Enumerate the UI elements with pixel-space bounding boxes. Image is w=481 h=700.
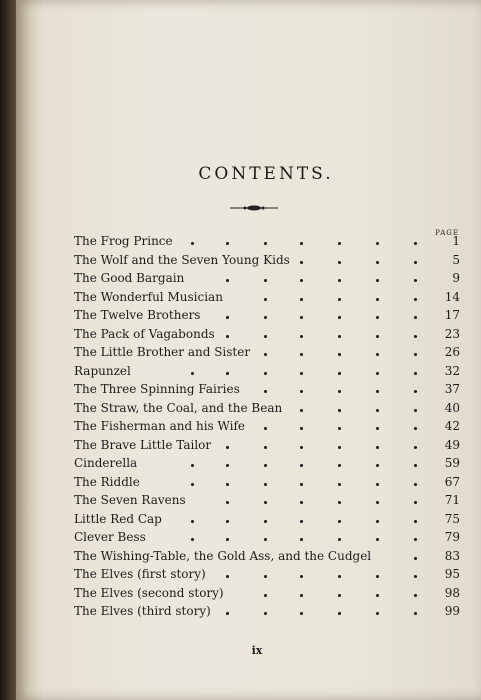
leader-dot — [376, 575, 379, 578]
leader-dot — [300, 427, 303, 430]
toc-entry-title: Cinderella — [74, 456, 138, 470]
toc-entry-title: The Straw, the Coal, and the Bean — [74, 400, 283, 415]
leader-dot — [226, 483, 229, 486]
leader-dot — [338, 353, 341, 356]
toc-entry — [74, 288, 460, 307]
leader-dot — [264, 446, 267, 449]
toc-entry — [74, 306, 460, 325]
toc-entry — [74, 510, 460, 529]
leader-dot — [376, 353, 379, 356]
leader-dot — [300, 538, 303, 541]
toc-entry-page: 79 — [444, 530, 460, 544]
leader-dot — [338, 483, 341, 486]
ornament-divider — [228, 204, 280, 212]
leader-dot — [338, 298, 341, 301]
leader-dot — [414, 557, 417, 560]
book-page — [16, 0, 481, 700]
page-title: CONTENTS. — [198, 164, 334, 184]
toc-entry-page: 5 — [452, 252, 460, 267]
leader-dot — [414, 446, 417, 449]
leader-dot — [264, 538, 267, 541]
leader-dot — [264, 612, 267, 615]
toc-entry-page: 98 — [444, 585, 460, 600]
leader-dot — [414, 427, 417, 430]
toc-entry — [74, 362, 460, 381]
leader-dot — [264, 390, 267, 393]
leader-dot — [300, 520, 303, 523]
leader-dot — [226, 446, 229, 449]
toc-entry — [74, 269, 460, 288]
leader-dot — [226, 575, 229, 578]
leader-dot — [338, 261, 341, 264]
leader-dot — [376, 409, 379, 412]
leader-dot — [300, 316, 303, 319]
leader-dot — [264, 464, 267, 467]
leader-dot — [264, 279, 267, 282]
leader-dot — [338, 242, 341, 245]
leader-dot — [338, 446, 341, 449]
leader-dot — [414, 501, 417, 504]
leader-dot — [376, 483, 379, 486]
toc-entry-title: The Seven Ravens — [74, 493, 186, 507]
toc-entry — [74, 325, 460, 344]
leader-dot — [226, 372, 229, 375]
toc-entry — [74, 417, 460, 436]
leader-dot — [338, 612, 341, 615]
leader-dot — [226, 279, 229, 282]
leader-dot — [300, 242, 303, 245]
leader-dot — [338, 409, 341, 412]
leader-dot — [376, 372, 379, 375]
toc-entry — [74, 584, 460, 603]
leader-dot — [264, 427, 267, 430]
leader-dot — [414, 520, 417, 523]
leader-dot — [376, 242, 379, 245]
leader-dot — [376, 298, 379, 301]
leader-dot — [376, 427, 379, 430]
toc-entry-title: The Elves (second story) — [74, 585, 224, 600]
toc-entry — [74, 454, 460, 473]
leader-dot — [414, 316, 417, 319]
leader-dot — [264, 483, 267, 486]
leader-dot — [226, 612, 229, 615]
toc-entry-title: Rapunzel — [74, 363, 131, 378]
toc-entry-page: 83 — [444, 548, 460, 563]
toc-entry-page: 67 — [444, 474, 460, 489]
toc-entry-title: Little Red Cap — [74, 511, 162, 526]
toc-entry — [74, 343, 460, 362]
leader-dot — [300, 594, 303, 597]
toc-entry-title: The Three Spinning Fairies — [74, 382, 240, 396]
leader-dot — [414, 575, 417, 578]
leader-dot — [414, 279, 417, 282]
toc-entry-page: 71 — [444, 493, 460, 507]
leader-dot — [338, 390, 341, 393]
toc-entry-page: 59 — [444, 456, 460, 470]
leader-dot — [414, 353, 417, 356]
toc-entry — [74, 399, 460, 418]
leader-dot — [414, 261, 417, 264]
leader-dot — [338, 520, 341, 523]
toc-entry-title: The Riddle — [74, 474, 140, 489]
leader-dot — [300, 390, 303, 393]
table-of-contents — [74, 232, 460, 621]
toc-entry-title: Clever Bess — [74, 530, 146, 544]
leader-dot — [338, 575, 341, 578]
leader-dot — [414, 298, 417, 301]
leader-dot — [338, 464, 341, 467]
toc-entry-page: 99 — [444, 604, 460, 618]
leader-dot — [191, 483, 194, 486]
leader-dot — [414, 335, 417, 338]
toc-entry — [74, 491, 460, 510]
leader-dot — [300, 575, 303, 578]
toc-entry-page: 75 — [444, 511, 460, 526]
toc-entry-title: The Wishing-Table, the Gold Ass, and the Cudgel — [74, 548, 372, 563]
leader-dot — [376, 538, 379, 541]
toc-entry-title: The Good Bargain — [74, 271, 185, 285]
toc-entry-page: 26 — [444, 345, 460, 359]
leader-dot — [338, 594, 341, 597]
leader-dot — [376, 501, 379, 504]
toc-entry — [74, 547, 460, 566]
leader-dot — [226, 242, 229, 245]
leader-dot — [300, 446, 303, 449]
leader-dot — [191, 464, 194, 467]
leader-dot — [191, 538, 194, 541]
leader-dot — [226, 335, 229, 338]
leader-dot — [414, 538, 417, 541]
leader-dot — [264, 520, 267, 523]
leader-dot — [414, 483, 417, 486]
toc-entry — [74, 380, 460, 399]
toc-entry — [74, 251, 460, 270]
leader-dot — [264, 242, 267, 245]
leader-dot — [226, 316, 229, 319]
leader-dot — [376, 279, 379, 282]
toc-entry — [74, 473, 460, 492]
leader-dot — [264, 335, 267, 338]
leader-dot — [376, 594, 379, 597]
leader-dot — [338, 335, 341, 338]
leader-dot — [191, 372, 194, 375]
leader-dot — [414, 612, 417, 615]
leader-dot — [226, 501, 229, 504]
leader-dot — [226, 464, 229, 467]
leader-dot — [338, 279, 341, 282]
leader-dot — [300, 483, 303, 486]
toc-entry — [74, 565, 460, 584]
toc-entry-page: 37 — [444, 382, 460, 396]
leader-dot — [376, 261, 379, 264]
toc-entry-title: The Wonderful Musician — [74, 289, 223, 304]
leader-dot — [300, 353, 303, 356]
leader-dot — [338, 538, 341, 541]
leader-dot — [414, 464, 417, 467]
leader-dot — [376, 446, 379, 449]
toc-entry-title: The Wolf and the Seven Young Kids — [74, 252, 290, 267]
leader-dot — [226, 520, 229, 523]
leader-dot — [264, 298, 267, 301]
toc-entry-title: The Brave Little Tailor — [74, 437, 212, 452]
leader-dot — [414, 594, 417, 597]
leader-dot — [376, 612, 379, 615]
toc-entry-page: 32 — [444, 363, 460, 378]
leader-dot — [300, 372, 303, 375]
leader-dot — [300, 298, 303, 301]
leader-dot — [414, 372, 417, 375]
leader-dot — [300, 464, 303, 467]
leader-dot — [264, 575, 267, 578]
leader-dot — [300, 501, 303, 504]
toc-entry-title: The Fisherman and his Wife — [74, 419, 246, 433]
leader-dot — [414, 409, 417, 412]
toc-entry-page: 40 — [444, 400, 460, 415]
page-column-label: PAGE — [435, 229, 459, 237]
toc-entry-page: 14 — [444, 289, 460, 304]
toc-entry-title: The Twelve Brothers — [74, 308, 201, 322]
leader-dot — [376, 316, 379, 319]
leader-dot — [264, 501, 267, 504]
leader-dot — [191, 242, 194, 245]
leader-dot — [376, 520, 379, 523]
leader-dot — [300, 261, 303, 264]
toc-entry-title: The Frog Prince — [74, 234, 173, 248]
toc-entry — [74, 602, 460, 621]
toc-entry — [74, 528, 460, 547]
leader-dot — [376, 335, 379, 338]
leader-dot — [264, 316, 267, 319]
leader-dot — [414, 390, 417, 393]
toc-entry-page: 49 — [444, 437, 460, 452]
leader-dot — [300, 409, 303, 412]
leader-dot — [376, 464, 379, 467]
toc-entry-page: 17 — [444, 308, 460, 322]
leader-dot — [338, 427, 341, 430]
leader-dot — [264, 353, 267, 356]
toc-entry-page: 42 — [444, 419, 460, 433]
leader-dot — [300, 612, 303, 615]
leader-dot — [191, 520, 194, 523]
leader-dot — [376, 390, 379, 393]
toc-entry-page: 23 — [444, 326, 460, 341]
page-folio: ix — [251, 644, 263, 657]
toc-entry — [74, 436, 460, 455]
toc-entry-title: The Little Brother and Sister — [74, 345, 251, 359]
leader-dot — [414, 242, 417, 245]
leader-dot — [338, 372, 341, 375]
leader-dot — [264, 372, 267, 375]
toc-entry-title: The Elves (first story) — [74, 567, 206, 581]
leader-dot — [338, 501, 341, 504]
leader-dot — [226, 538, 229, 541]
toc-entry-page: 9 — [452, 271, 460, 285]
leader-dot — [264, 594, 267, 597]
leader-dot — [300, 335, 303, 338]
toc-entry-page: 95 — [444, 567, 460, 581]
leader-dot — [300, 279, 303, 282]
toc-entry-title: The Pack of Vagabonds — [74, 326, 215, 341]
toc-entry-page: 1 — [452, 234, 460, 248]
toc-entry — [74, 232, 460, 251]
leader-dot — [338, 316, 341, 319]
toc-entry-title: The Elves (third story) — [74, 604, 211, 618]
